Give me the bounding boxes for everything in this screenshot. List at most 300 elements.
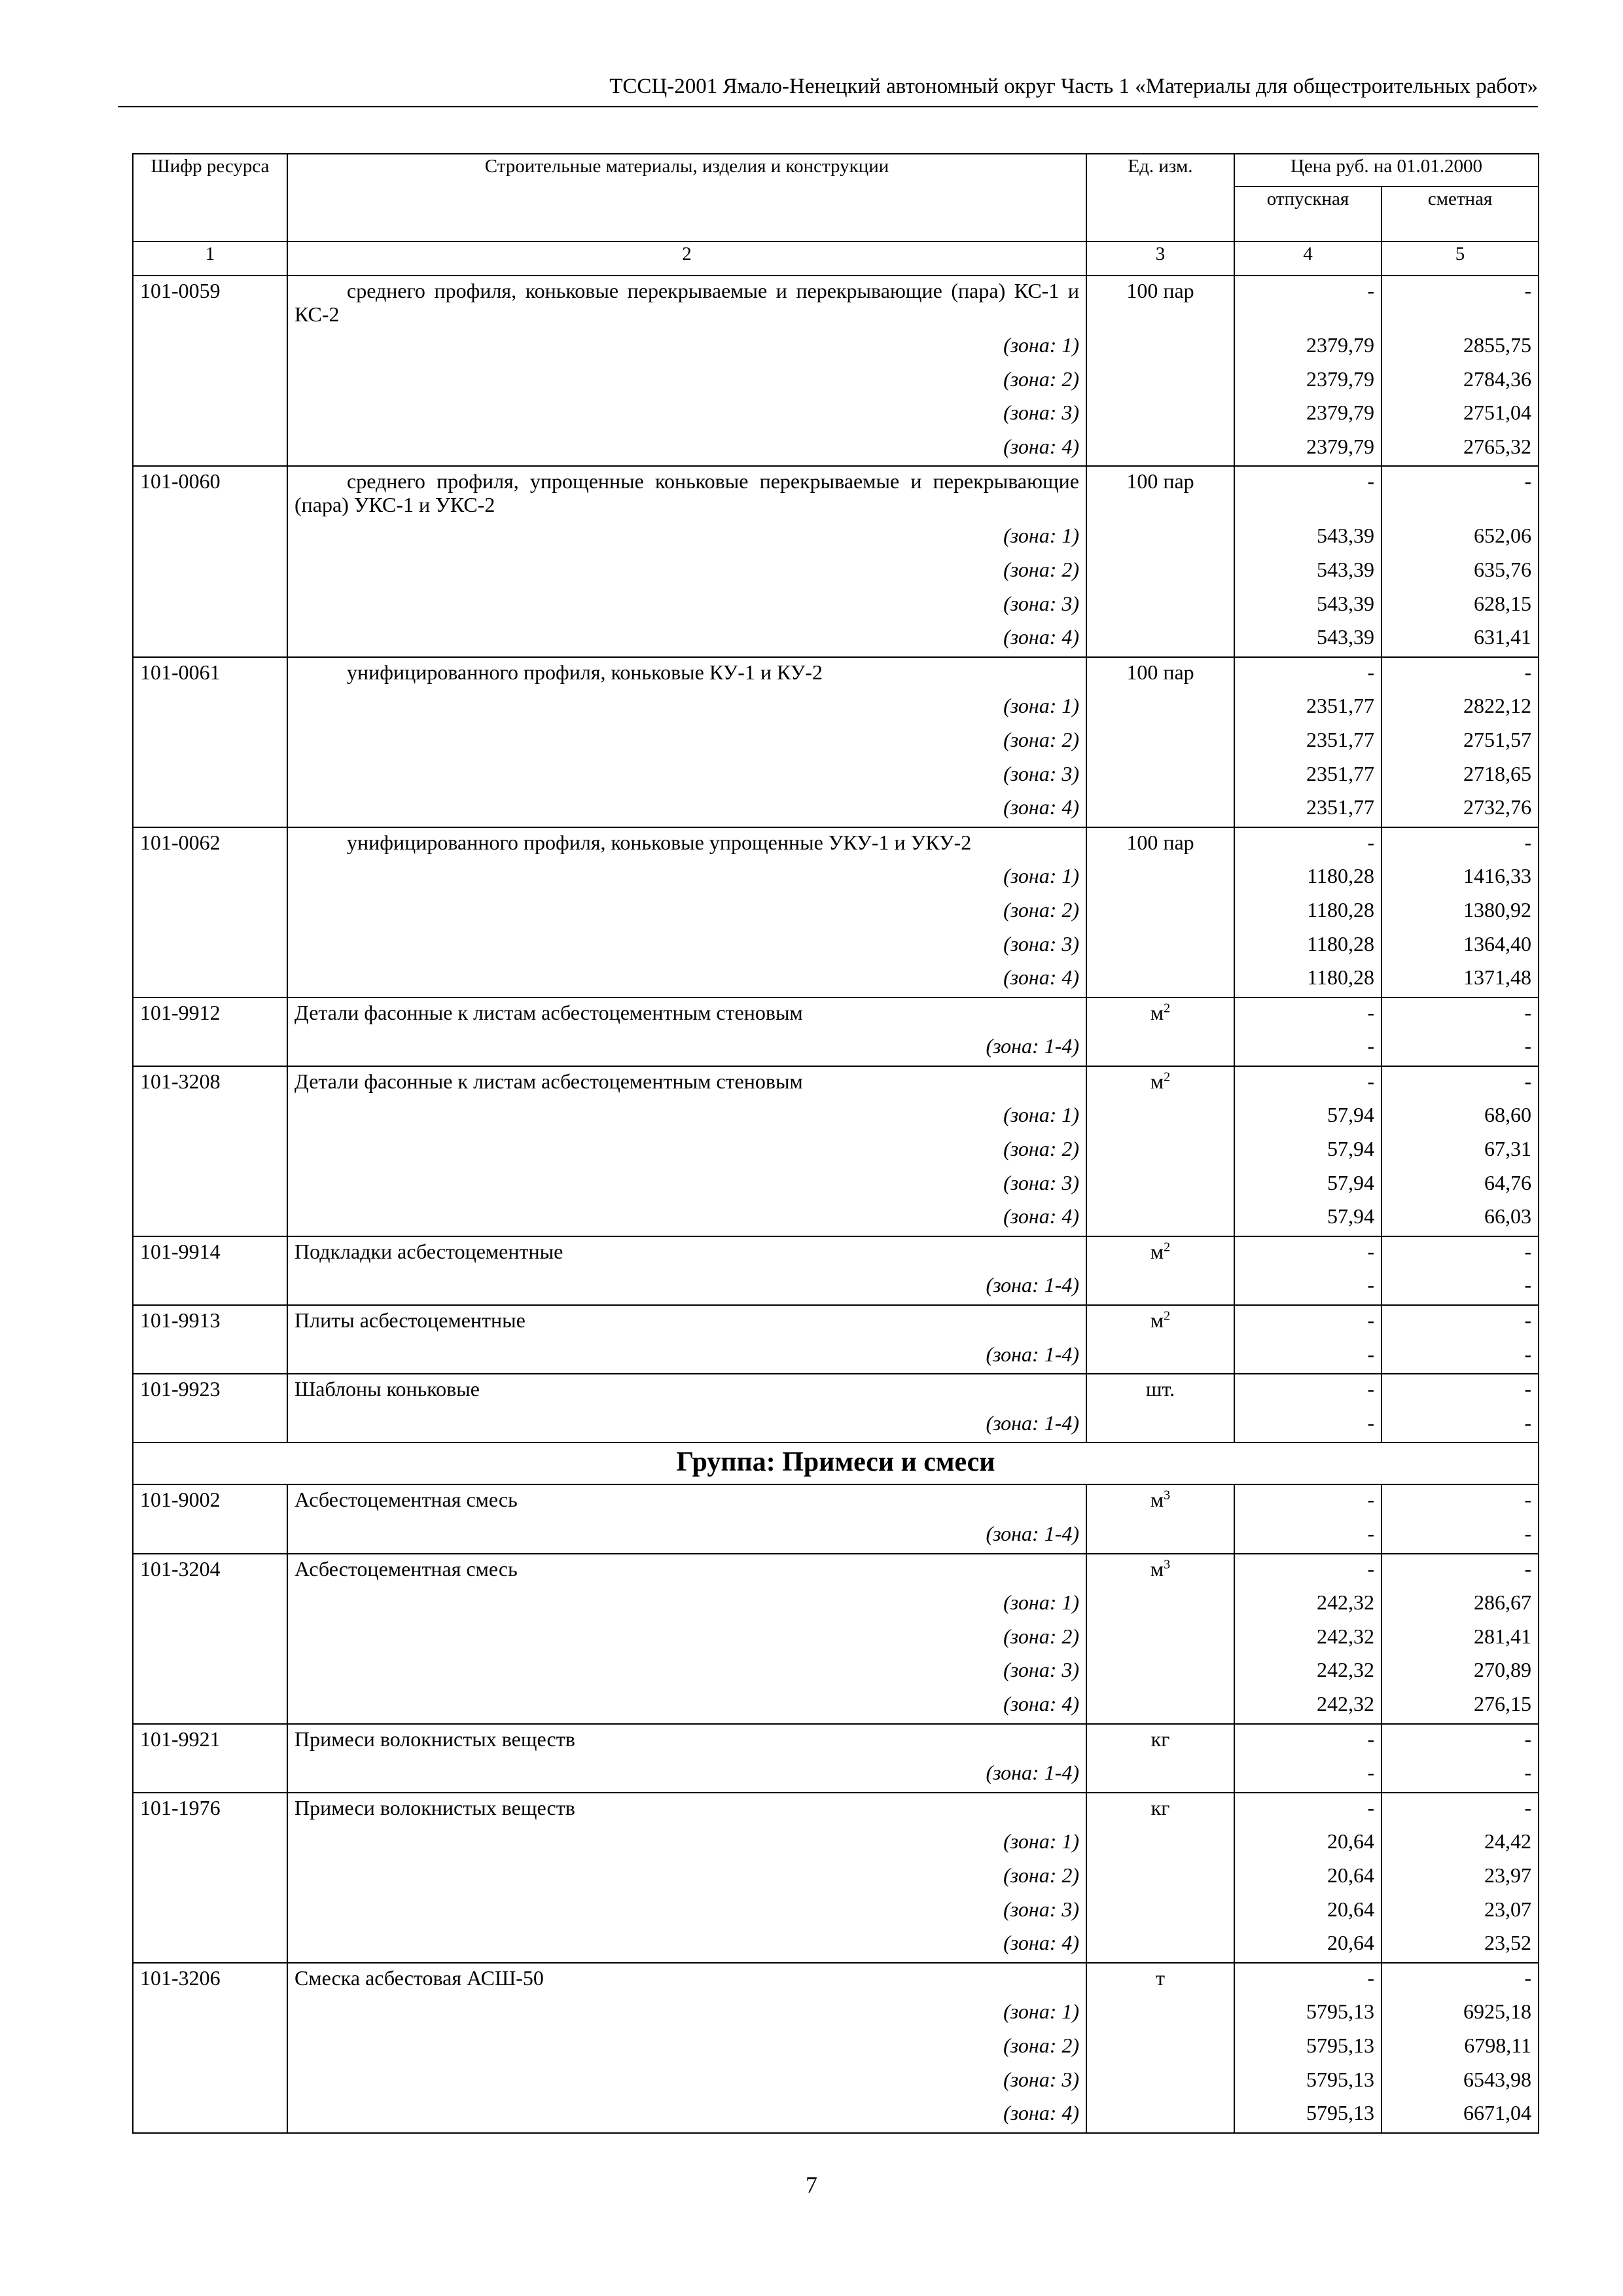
empty-code-cell (133, 1270, 287, 1305)
table-row (133, 1484, 1539, 1519)
unit-value: кг (1150, 1795, 1170, 1820)
zone-row (133, 759, 1539, 793)
empty-code-cell (133, 1202, 287, 1236)
material-name: Смеска асбестовая АСШ-50 (287, 1963, 1086, 1998)
zone-row (133, 1689, 1539, 1724)
zone-row (133, 691, 1539, 725)
column-number: 1 (133, 242, 287, 276)
zone-estimate-price: 2718,65 (1382, 759, 1539, 793)
zone-estimate-price: 66,03 (1382, 1202, 1539, 1236)
table-row (133, 1236, 1539, 1271)
estimate-price: - (1382, 1236, 1539, 1271)
zone-estimate-price: 6543,98 (1382, 2065, 1539, 2099)
resource-code: 101-0061 (133, 657, 287, 692)
estimate-price: - (1382, 276, 1539, 331)
release-price: - (1234, 1374, 1382, 1408)
zone-row (133, 1100, 1539, 1134)
resource-code: 101-9914 (133, 1236, 287, 1271)
zone-release-price: - (1234, 1758, 1382, 1793)
unit-cell (1086, 1963, 1234, 1998)
zone-row (133, 793, 1539, 827)
resource-code: 101-1976 (133, 1793, 287, 1827)
release-price: - (1234, 1066, 1382, 1101)
unit-cell (1086, 1066, 1234, 1101)
empty-code-cell (133, 2031, 287, 2065)
zone-estimate-price: 24,42 (1382, 1827, 1539, 1861)
zone-label: (зона: 1-4) (287, 1519, 1086, 1554)
estimate-price: - (1382, 1066, 1539, 1101)
empty-code-cell (133, 1134, 287, 1168)
material-name: Детали фасонные к листам асбестоцементным стеновым (287, 997, 1086, 1032)
estimate-price: - (1382, 1484, 1539, 1519)
zone-row (133, 2098, 1539, 2133)
empty-code-cell (133, 1168, 287, 1202)
empty-code-cell (133, 2098, 287, 2133)
zone-row (133, 1622, 1539, 1656)
zone-release-price: 2351,77 (1234, 759, 1382, 793)
zone-estimate-price: 276,15 (1382, 1689, 1539, 1724)
zone-release-price: 20,64 (1234, 1895, 1382, 1929)
empty-unit-cell (1086, 963, 1234, 997)
zone-row (133, 725, 1539, 759)
unit-cell (1086, 276, 1234, 331)
zone-label: (зона: 4) (287, 1689, 1086, 1724)
zone-row (133, 1895, 1539, 1929)
material-name: Детали фасонные к листам асбестоцементным стеновым (287, 1066, 1086, 1101)
empty-unit-cell (1086, 331, 1234, 365)
unit-value: шт. (1145, 1377, 1175, 1401)
zone-row (133, 1519, 1539, 1554)
zone-row (133, 432, 1539, 467)
empty-unit-cell (1086, 929, 1234, 963)
unit-value: м (1150, 1239, 1164, 1263)
material-name: Подкладки асбестоцементные (287, 1236, 1086, 1271)
zone-release-price: 5795,13 (1234, 1997, 1382, 2031)
empty-unit-cell (1086, 1861, 1234, 1895)
empty-unit-cell (1086, 2065, 1234, 2099)
resource-code: 101-0060 (133, 466, 287, 521)
column-header-release: отпускная (1234, 187, 1382, 242)
unit-cell (1086, 1236, 1234, 1271)
page-header-title: ТССЦ-2001 Ямало-Ненецкий автономный округ Часть 1 «Материалы для общестроительных работ» (609, 75, 1538, 98)
material-name: Плиты асбестоцементные (287, 1305, 1086, 1340)
zone-row (133, 1408, 1539, 1443)
zone-estimate-price: 635,76 (1382, 555, 1539, 589)
unit-value: 100 пар (1126, 660, 1194, 684)
zone-release-price: 57,94 (1234, 1134, 1382, 1168)
unit-exponent: 2 (1164, 1308, 1171, 1323)
empty-code-cell (133, 895, 287, 929)
release-price: - (1234, 1236, 1382, 1271)
zone-release-price: 2379,79 (1234, 365, 1382, 399)
unit-exponent: 3 (1164, 1488, 1171, 1503)
empty-code-cell (133, 1588, 287, 1622)
zone-row (133, 1340, 1539, 1374)
empty-unit-cell (1086, 1408, 1234, 1443)
unit-cell (1086, 466, 1234, 521)
zone-release-price: 57,94 (1234, 1100, 1382, 1134)
table-row (133, 1305, 1539, 1340)
empty-code-cell (133, 1861, 287, 1895)
release-price: - (1234, 1963, 1382, 1998)
page-number: 7 (806, 2172, 817, 2198)
column-header-estimate: сметная (1382, 187, 1539, 242)
empty-code-cell (133, 589, 287, 623)
unit-value: м (1150, 1000, 1164, 1024)
table-row (133, 276, 1539, 331)
unit-value: т (1156, 1965, 1165, 1990)
zone-release-price: 1180,28 (1234, 963, 1382, 997)
zone-label: (зона: 3) (287, 929, 1086, 963)
zone-estimate-price: 286,67 (1382, 1588, 1539, 1622)
table-row (133, 1066, 1539, 1101)
table-body-b (133, 1484, 1539, 2132)
table-body-a (133, 276, 1539, 1443)
unit-cell (1086, 827, 1234, 862)
zone-row (133, 1928, 1539, 1963)
empty-code-cell (133, 398, 287, 432)
release-price: - (1234, 657, 1382, 692)
unit-value: 100 пар (1126, 830, 1194, 854)
price-table (132, 153, 1539, 2134)
table-row (133, 1793, 1539, 1827)
zone-estimate-price: - (1382, 1519, 1539, 1554)
table-row (133, 1963, 1539, 1998)
empty-unit-cell (1086, 589, 1234, 623)
empty-unit-cell (1086, 691, 1234, 725)
unit-value: м (1150, 1488, 1164, 1512)
zone-estimate-price: 2751,04 (1382, 398, 1539, 432)
zone-estimate-price: 23,52 (1382, 1928, 1539, 1963)
empty-unit-cell (1086, 1270, 1234, 1305)
empty-unit-cell (1086, 1340, 1234, 1374)
zone-release-price: 1180,28 (1234, 861, 1382, 895)
empty-unit-cell (1086, 1519, 1234, 1554)
unit-value: кг (1150, 1727, 1170, 1751)
empty-code-cell (133, 793, 287, 827)
empty-code-cell (133, 521, 287, 555)
zone-release-price: 57,94 (1234, 1202, 1382, 1236)
estimate-price: - (1382, 997, 1539, 1032)
zone-release-price: - (1234, 1408, 1382, 1443)
empty-unit-cell (1086, 398, 1234, 432)
column-header-price: Цена руб. на 01.01.2000 (1234, 154, 1539, 187)
resource-code: 101-0059 (133, 276, 287, 331)
zone-release-price: 242,32 (1234, 1689, 1382, 1724)
zone-label: (зона: 4) (287, 1202, 1086, 1236)
unit-value: м (1150, 1308, 1164, 1333)
zone-estimate-price: - (1382, 1408, 1539, 1443)
zone-row (133, 1827, 1539, 1861)
zone-label: (зона: 4) (287, 963, 1086, 997)
zone-estimate-price: 6671,04 (1382, 2098, 1539, 2133)
zone-estimate-price: 23,97 (1382, 1861, 1539, 1895)
zone-estimate-price: - (1382, 1340, 1539, 1374)
empty-unit-cell (1086, 1622, 1234, 1656)
empty-unit-cell (1086, 1100, 1234, 1134)
zone-release-price: 2379,79 (1234, 432, 1382, 467)
zone-estimate-price: 2822,12 (1382, 691, 1539, 725)
empty-unit-cell (1086, 861, 1234, 895)
zone-estimate-price: 1416,33 (1382, 861, 1539, 895)
zone-release-price: 242,32 (1234, 1655, 1382, 1689)
zone-row (133, 1202, 1539, 1236)
column-numbers-row (133, 242, 1539, 276)
table-row (133, 997, 1539, 1032)
zone-release-price: 2351,77 (1234, 725, 1382, 759)
empty-code-cell (133, 1100, 287, 1134)
empty-code-cell (133, 1928, 287, 1963)
column-header-code: Шифр ресурса (133, 154, 287, 242)
empty-code-cell (133, 929, 287, 963)
zone-label: (зона: 1) (287, 1827, 1086, 1861)
zone-release-price: 543,39 (1234, 622, 1382, 657)
zone-release-price: 20,64 (1234, 1861, 1382, 1895)
empty-code-cell (133, 759, 287, 793)
zone-row (133, 589, 1539, 623)
zone-release-price: 2379,79 (1234, 398, 1382, 432)
group-title: Группа: Примеси и смеси (133, 1443, 1539, 1484)
material-name: унифицированного профиля, коньковые упрощенные УКУ-1 и УКУ-2 (287, 827, 1086, 862)
unit-exponent: 2 (1164, 1069, 1171, 1085)
unit-exponent: 3 (1164, 1556, 1171, 1571)
release-price: - (1234, 827, 1382, 862)
material-name: унифицированного профиля, коньковые КУ-1 и КУ-2 (287, 657, 1086, 692)
page-header (118, 73, 1538, 107)
zone-release-price: 543,39 (1234, 589, 1382, 623)
zone-row (133, 929, 1539, 963)
empty-unit-cell (1086, 1997, 1234, 2031)
zone-row (133, 1588, 1539, 1622)
zone-release-price: - (1234, 1031, 1382, 1066)
zone-row (133, 2031, 1539, 2065)
zone-estimate-price: 270,89 (1382, 1655, 1539, 1689)
zone-estimate-price: 1364,40 (1382, 929, 1539, 963)
zone-estimate-price: 2732,76 (1382, 793, 1539, 827)
zone-label: (зона: 4) (287, 432, 1086, 467)
estimate-price: - (1382, 1963, 1539, 1998)
zone-release-price: 5795,13 (1234, 2065, 1382, 2099)
empty-unit-cell (1086, 1758, 1234, 1793)
empty-unit-cell (1086, 1827, 1234, 1861)
empty-code-cell (133, 691, 287, 725)
zone-row (133, 1168, 1539, 1202)
zone-estimate-price: 281,41 (1382, 1622, 1539, 1656)
empty-unit-cell (1086, 1168, 1234, 1202)
empty-code-cell (133, 1997, 287, 2031)
material-name: Шаблоны коньковые (287, 1374, 1086, 1408)
zone-row (133, 398, 1539, 432)
zone-release-price: 2379,79 (1234, 331, 1382, 365)
column-header-material: Строительные материалы, изделия и конструкции (287, 154, 1086, 242)
zone-label: (зона: 3) (287, 1895, 1086, 1929)
zone-label: (зона: 2) (287, 725, 1086, 759)
zone-label: (зона: 2) (287, 1622, 1086, 1656)
empty-unit-cell (1086, 1134, 1234, 1168)
zone-estimate-price: 631,41 (1382, 622, 1539, 657)
zone-release-price: 2351,77 (1234, 691, 1382, 725)
zone-label: (зона: 1) (287, 521, 1086, 555)
zone-label: (зона: 2) (287, 555, 1086, 589)
zone-release-price: 543,39 (1234, 555, 1382, 589)
empty-code-cell (133, 1827, 287, 1861)
zone-label: (зона: 3) (287, 759, 1086, 793)
zone-estimate-price: 6798,11 (1382, 2031, 1539, 2065)
zone-label: (зона: 3) (287, 398, 1086, 432)
zone-row (133, 1270, 1539, 1305)
zone-label: (зона: 2) (287, 1861, 1086, 1895)
table-row (133, 1724, 1539, 1759)
resource-code: 101-9912 (133, 997, 287, 1032)
zone-estimate-price: 2765,32 (1382, 432, 1539, 467)
table-row (133, 657, 1539, 692)
empty-code-cell (133, 1519, 287, 1554)
empty-code-cell (133, 1655, 287, 1689)
empty-unit-cell (1086, 895, 1234, 929)
column-header-unit: Ед. изм. (1086, 154, 1234, 242)
zone-row (133, 861, 1539, 895)
material-name: Примеси волокнистых веществ (287, 1724, 1086, 1759)
release-price: - (1234, 1724, 1382, 1759)
zone-label: (зона: 4) (287, 793, 1086, 827)
zone-release-price: 57,94 (1234, 1168, 1382, 1202)
zone-label: (зона: 1) (287, 1997, 1086, 2031)
unit-cell (1086, 1484, 1234, 1519)
column-number: 2 (287, 242, 1086, 276)
zone-label: (зона: 1-4) (287, 1758, 1086, 1793)
zone-estimate-price: 2855,75 (1382, 331, 1539, 365)
release-price: - (1234, 1554, 1382, 1588)
table-row (133, 1554, 1539, 1588)
unit-cell (1086, 1305, 1234, 1340)
zone-label: (зона: 1-4) (287, 1270, 1086, 1305)
empty-unit-cell (1086, 555, 1234, 589)
zone-label: (зона: 2) (287, 2031, 1086, 2065)
empty-code-cell (133, 555, 287, 589)
release-price: - (1234, 997, 1382, 1032)
zone-row (133, 622, 1539, 657)
empty-unit-cell (1086, 521, 1234, 555)
zone-label: (зона: 1-4) (287, 1408, 1086, 1443)
zone-release-price: 2351,77 (1234, 793, 1382, 827)
empty-unit-cell (1086, 1928, 1234, 1963)
zone-label: (зона: 3) (287, 1655, 1086, 1689)
zone-estimate-price: 68,60 (1382, 1100, 1539, 1134)
empty-unit-cell (1086, 432, 1234, 467)
empty-unit-cell (1086, 793, 1234, 827)
empty-code-cell (133, 622, 287, 657)
zone-release-price: 1180,28 (1234, 895, 1382, 929)
zone-estimate-price: 23,07 (1382, 1895, 1539, 1929)
group-section (133, 1443, 1539, 1484)
table-row (133, 1374, 1539, 1408)
empty-unit-cell (1086, 2098, 1234, 2133)
zone-label: (зона: 1) (287, 861, 1086, 895)
empty-code-cell (133, 365, 287, 399)
unit-value: 100 пар (1126, 469, 1194, 493)
zone-label: (зона: 1) (287, 1100, 1086, 1134)
empty-unit-cell (1086, 759, 1234, 793)
zone-label: (зона: 4) (287, 1928, 1086, 1963)
material-name: среднего профиля, коньковые перекрываемые и перекрывающие (пара) КС-1 и КС-2 (287, 276, 1086, 331)
material-name: Асбестоцементная смесь (287, 1484, 1086, 1519)
unit-value: 100 пар (1126, 279, 1194, 302)
zone-row (133, 1997, 1539, 2031)
empty-code-cell (133, 1031, 287, 1066)
estimate-price: - (1382, 827, 1539, 862)
release-price: - (1234, 1793, 1382, 1827)
zone-release-price: 20,64 (1234, 1827, 1382, 1861)
resource-code: 101-9002 (133, 1484, 287, 1519)
resource-code: 101-3208 (133, 1066, 287, 1101)
zone-label: (зона: 3) (287, 589, 1086, 623)
zone-label: (зона: 2) (287, 1134, 1086, 1168)
zone-row (133, 1134, 1539, 1168)
zone-release-price: - (1234, 1270, 1382, 1305)
empty-unit-cell (1086, 725, 1234, 759)
empty-unit-cell (1086, 622, 1234, 657)
zone-label: (зона: 2) (287, 365, 1086, 399)
zone-row (133, 331, 1539, 365)
zone-row (133, 1758, 1539, 1793)
estimate-price: - (1382, 1554, 1539, 1588)
zone-row (133, 1655, 1539, 1689)
zone-label: (зона: 1-4) (287, 1340, 1086, 1374)
release-price: - (1234, 276, 1382, 331)
empty-code-cell (133, 1689, 287, 1724)
zone-label: (зона: 4) (287, 622, 1086, 657)
zone-estimate-price: 1380,92 (1382, 895, 1539, 929)
table-header (133, 154, 1539, 276)
zone-estimate-price: - (1382, 1758, 1539, 1793)
zone-release-price: 20,64 (1234, 1928, 1382, 1963)
zone-estimate-price: 67,31 (1382, 1134, 1539, 1168)
unit-value: м (1150, 1069, 1164, 1093)
unit-exponent: 2 (1164, 1001, 1171, 1016)
zone-label: (зона: 1) (287, 691, 1086, 725)
zone-estimate-price: 2784,36 (1382, 365, 1539, 399)
zone-row (133, 521, 1539, 555)
release-price: - (1234, 1484, 1382, 1519)
zone-release-price: - (1234, 1519, 1382, 1554)
zone-release-price: 1180,28 (1234, 929, 1382, 963)
zone-row (133, 555, 1539, 589)
empty-code-cell (133, 432, 287, 467)
estimate-price: - (1382, 1305, 1539, 1340)
resource-code: 101-9923 (133, 1374, 287, 1408)
empty-unit-cell (1086, 2031, 1234, 2065)
estimate-price: - (1382, 1374, 1539, 1408)
empty-code-cell (133, 1758, 287, 1793)
zone-release-price: 543,39 (1234, 521, 1382, 555)
zone-estimate-price: 1371,48 (1382, 963, 1539, 997)
column-number: 5 (1382, 242, 1539, 276)
zone-release-price: 5795,13 (1234, 2031, 1382, 2065)
zone-label: (зона: 3) (287, 2065, 1086, 2099)
estimate-price: - (1382, 1724, 1539, 1759)
zone-row (133, 963, 1539, 997)
table-row (133, 466, 1539, 521)
zone-label: (зона: 3) (287, 1168, 1086, 1202)
resource-code: 101-3204 (133, 1554, 287, 1588)
estimate-price: - (1382, 466, 1539, 521)
empty-code-cell (133, 331, 287, 365)
empty-code-cell (133, 861, 287, 895)
zone-release-price: 242,32 (1234, 1588, 1382, 1622)
empty-unit-cell (1086, 1588, 1234, 1622)
release-price: - (1234, 1305, 1382, 1340)
zone-label: (зона: 1) (287, 331, 1086, 365)
